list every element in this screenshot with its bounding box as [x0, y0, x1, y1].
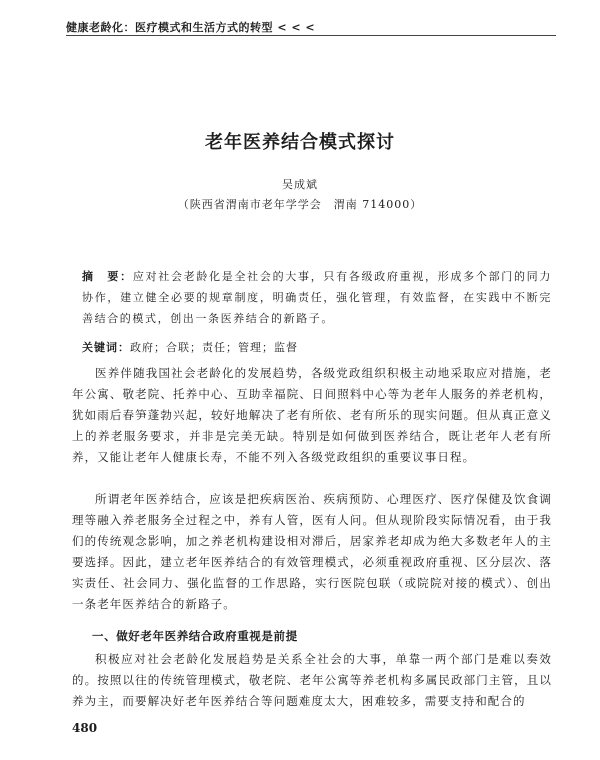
abstract-label: 摘 要：: [82, 270, 133, 283]
body-paragraph-1: 医养伴随我国社会老龄化的发展趋势，各级党政组织积极主动地采取应对措施，老年公寓、敬老院、托养中心、互助幸福院、日间照料中心等为老年人服务的养老机构，犹如雨后春笋蓬勃兴起，较好地解决了老有所依、老有所乐的现实问题。但从真正意义上的养老服务要求，并非是完美无缺。特别是如何做到医养结合，既让老年人老有所养，又能让老年人健康长寿，不能不列入各级党政组织的重要议事日程。: [72, 366, 552, 464]
keywords: [82, 337, 552, 358]
author-affiliation: （陕西省渭南市老年学学会 渭南 714000）: [177, 198, 423, 211]
abstract-text: 应对社会老龄化是全社会的大事，只有各级政府重视，形成多个部门的同力协作，建立健全必要的规章制度，明确责任，强化管理，有效监督，在实践中不断完善结合的模式，创出一条医养结合的新路子。: [82, 270, 552, 325]
abstract: [82, 266, 552, 329]
article-title: 老年医养结合模式探讨: [205, 132, 395, 153]
section-heading: 一、做好老年医养结合政府重视是前提: [92, 629, 298, 643]
body-paragraph-3: 积极应对社会老龄化发展趋势是关系全社会的大事，单靠一两个部门是难以奏效的。按照以往的传统管理模式，敬老院、老年公寓等养老机构多属民政部门主管，且以养为主，而要解决好老年医养结合等问题难度太大，困难较多，需要支持和配合的: [72, 652, 552, 708]
keywords-label: 关键词：: [82, 341, 130, 354]
header-rule: [66, 35, 556, 36]
keywords-text: 政府；合联；责任；管理；监督: [130, 341, 298, 354]
page-number: 480: [72, 721, 98, 735]
body-paragraph-2: 所谓老年医养结合，应该是把疾病医治、疾病预防、心理医疗、医疗保健及饮食调理等融入养老服务全过程之中，养有人管，医有人问。但从现阶段实际情况看，由于我们的传统观念影响，加之养老机构建设相对滞后，居家养老却成为绝大多数老年人的主要选择。因此，建立老年医养结合的有效管理模式，必须重视政府重视、区分层次、落实责任、社会同力、强化监督的工作思路，实行医院包联（或院院对接的模式）、创出一条老年医养结合的新路子。: [72, 492, 552, 611]
author-name: 吴成斌: [282, 178, 318, 191]
running-head: 健康老龄化：医疗模式和生活方式的转型 < < <: [66, 21, 316, 34]
